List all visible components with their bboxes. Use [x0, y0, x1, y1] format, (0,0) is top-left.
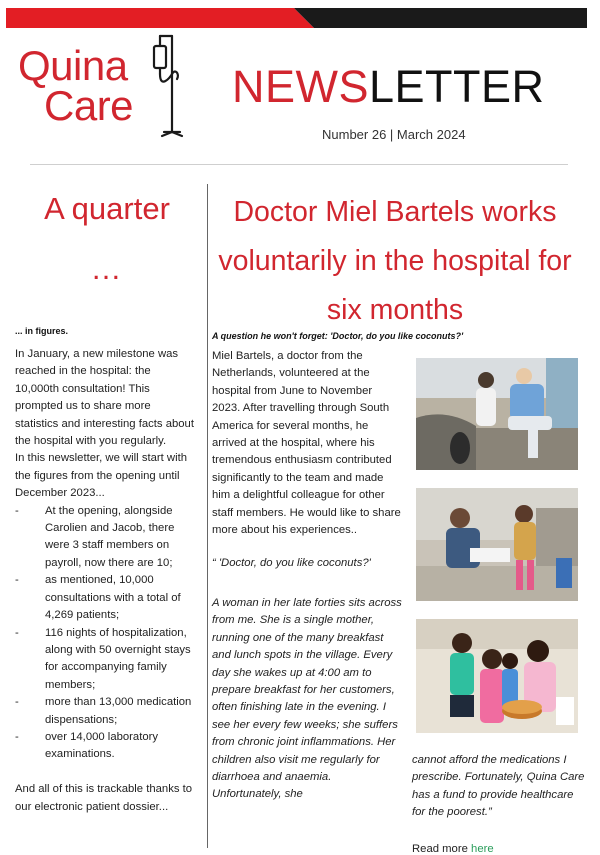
list-item: [15, 729, 197, 764]
read-more-label: Read more: [412, 843, 472, 855]
figures-body: [15, 346, 197, 816]
bullet-dash: -: [15, 696, 19, 709]
read-more: [412, 843, 494, 855]
read-more-link[interactable]: here: [471, 843, 494, 855]
list-item: [15, 694, 197, 729]
figures-subheading: ... in figures.: [15, 326, 69, 336]
article-subheading: A question he won't forget: 'Doctor, do you like coconuts?': [212, 331, 464, 341]
figures-closing: And all of this is trackable thanks to our electronic patient dossier...: [15, 783, 193, 813]
article-headline: Doctor Miel Bartels works voluntarily in the hospital for six months: [218, 196, 572, 326]
list-item: [15, 572, 197, 624]
logo-wordmark: [18, 42, 134, 129]
bullet-dash: -: [15, 730, 19, 743]
issue-info: Number 26 | March 2024: [322, 127, 466, 142]
header-divider: [30, 164, 568, 165]
title-letter: LETTER: [369, 61, 545, 112]
bullet-dash: -: [15, 574, 19, 587]
article-body: [212, 348, 402, 804]
list-item-text: over 14,000 laboratory examinations.: [45, 730, 159, 761]
bullet-dash: -: [15, 626, 19, 639]
list-item-text: as mentioned, 10,000 consultations with a total of 4,269 patients;: [45, 574, 181, 622]
iv-drip-icon: [144, 34, 194, 138]
quarter-heading-ellipsis: …: [90, 251, 122, 286]
article-quote: “ 'Doctor, do you like coconuts?': [212, 557, 371, 570]
figures-intro-2: In this newsletter, we will start with the figures from the opening until December 2023...: [15, 452, 188, 500]
article-story-continued: cannot afford the medications I prescribe. Fortunately, Quina Care has a fund to provide healthcare for the poorest.”: [412, 754, 585, 819]
list-item-text: more than 13,000 medication dispensations;: [45, 696, 192, 726]
title-news: NEWS: [232, 61, 369, 112]
header-accent-bar: [6, 8, 587, 28]
logo-line-2: Care: [44, 82, 134, 129]
column-divider: [207, 184, 208, 848]
newsletter-title: [232, 62, 545, 112]
photo-children-with-cake: [416, 619, 578, 733]
list-item: [15, 503, 197, 573]
photo-doctor-with-nurse: [416, 358, 578, 470]
bullet-dash: -: [15, 504, 19, 517]
figures-intro: In January, a new milestone was reached in the hospital: the 10,000th consultation! This prompted us to share more statistics and interesting facts about the hospital with you regularly.: [15, 348, 194, 448]
list-item-text: At the opening, alongside Carolien and Jacob, there were 3 staff members on payroll, now there are 10;: [45, 504, 175, 569]
logo-line-1: Quina: [18, 42, 128, 89]
article-story: A woman in her late forties sits across from me. She is a single mother, running one of the many breakfast and lunch spots in the village. Every day she wakes up at 4:00 am to prepare breakfast for her customers, often finishing late in the evening. I see her every few weeks; she suffers from chronic joint inflammations. Her children also visit me regularly for diarrhoea and anaemia. Unfortunately, she: [212, 596, 402, 801]
list-item-text: 116 nights of hospitalization, along with 50 overnight stays for accompanying family members;: [45, 626, 191, 691]
quina-care-logo: [14, 34, 194, 144]
list-item: [15, 625, 197, 695]
quarter-figures-column: [15, 190, 197, 816]
article-paragraph: Miel Bartels, a doctor from the Netherlands, volunteered at the hospital from June to November 2023. After travelling through South America for several months, he arrived at the hospital, where his tremendous enthusiasm contributed significantly to the team and made him a delightful colleague for other staff members. He would like to share more about his experiences..: [212, 350, 401, 537]
quarter-heading: A quarter: [44, 191, 170, 226]
photo-doctor-with-child: [416, 488, 578, 601]
